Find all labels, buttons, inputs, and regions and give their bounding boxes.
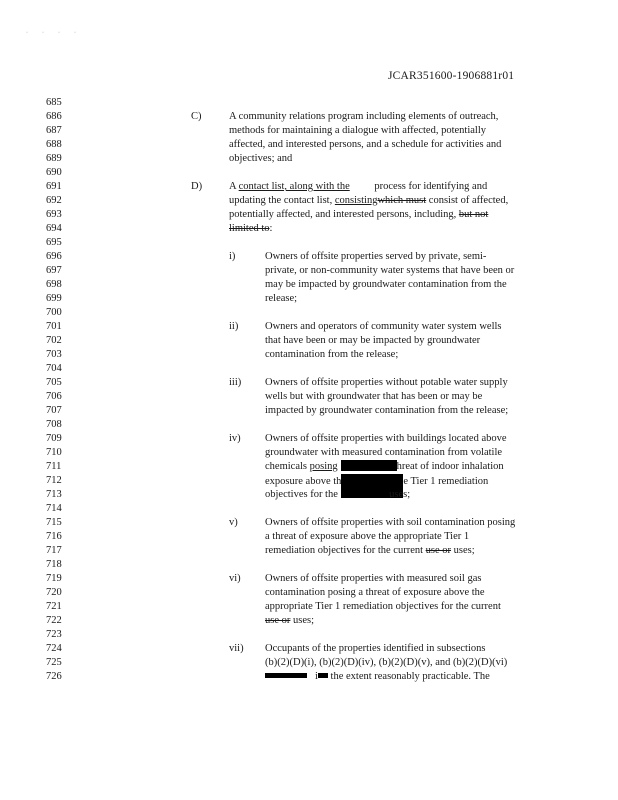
line-number: 691	[46, 181, 62, 192]
section-c-line: A community relations program including elements of outreach,	[229, 111, 499, 122]
line-number: 718	[46, 559, 62, 570]
text: the extent reasonably practicable. The	[327, 671, 490, 682]
line-number: 725	[46, 657, 62, 668]
text: uses;	[386, 489, 411, 500]
line-number: 714	[46, 503, 62, 514]
line-number: 702	[46, 335, 62, 346]
section-c-line: affected, and interested persons, and a schedule for activities and	[229, 139, 502, 150]
item-ii-line: contamination from the release;	[265, 349, 399, 360]
section-d-line-3	[229, 208, 488, 221]
item-iv-line: Owners of offsite properties with buildings located above	[265, 433, 507, 444]
text: :	[269, 223, 273, 234]
item-iv-marker: iv)	[229, 433, 241, 444]
line-number: 696	[46, 251, 62, 262]
text: e Tier 1 remediation	[403, 476, 489, 487]
line-number: 697	[46, 265, 62, 276]
text: uses;	[451, 545, 475, 556]
text: A	[229, 181, 239, 192]
text: objectives for the	[265, 489, 341, 500]
redaction-block	[318, 673, 328, 678]
item-i-marker: i)	[229, 251, 236, 262]
line-number: 703	[46, 349, 62, 360]
line-number: 710	[46, 447, 62, 458]
line-number: 720	[46, 587, 62, 598]
line-number: 715	[46, 517, 62, 528]
line-number: 692	[46, 195, 62, 206]
redaction-block	[341, 460, 397, 471]
text: updating the contact list,	[229, 195, 335, 206]
inserted-text: consisting	[334, 195, 378, 206]
item-ii-marker: ii)	[229, 321, 239, 332]
item-v-line: a threat of exposure above the appropriate Tier 1	[265, 531, 470, 542]
item-i-line: private, or non-community water systems that have been or	[265, 265, 515, 276]
item-iv-line-5	[265, 488, 410, 501]
line-number: 713	[46, 489, 62, 500]
line-number: 719	[46, 573, 62, 584]
text: potentially affected, and interested persons, including,	[229, 209, 459, 220]
line-number: 687	[46, 125, 62, 136]
item-iv-line-3	[265, 460, 504, 473]
item-iii-line: impacted by groundwater contamination from the release;	[265, 405, 509, 416]
line-number: 712	[46, 475, 62, 486]
line-number: 686	[46, 111, 62, 122]
item-vii-line: (b)(2)(D)(i), (b)(2)(D)(iv), (b)(2)(D)(v), and (b)(2)(D)(vi)	[265, 657, 508, 668]
item-vi-line: appropriate Tier 1 remediation objectives for the current	[265, 601, 501, 612]
text: i	[315, 671, 318, 682]
item-v-line: Owners of offsite properties with soil contamination posing	[265, 517, 516, 528]
item-iii-line: wells but with groundwater that has been or may be	[265, 391, 483, 402]
line-number: 694	[46, 223, 62, 234]
redaction-block	[265, 673, 307, 678]
item-vi-line: contamination posing a threat of exposure above the	[265, 587, 485, 598]
line-number: 698	[46, 279, 62, 290]
item-i-line: release;	[265, 293, 298, 304]
line-number: 722	[46, 615, 62, 626]
line-number: 693	[46, 209, 62, 220]
line-number: 716	[46, 531, 62, 542]
line-number: 695	[46, 237, 62, 248]
item-ii-line: that have been or may be impacted by groundwater	[265, 335, 481, 346]
section-d-line-4	[229, 222, 272, 235]
item-i-line: Owners of offsite properties served by private, semi-	[265, 251, 487, 262]
inserted-text: posing	[309, 461, 338, 472]
item-vi-line-4	[265, 614, 314, 627]
text: chemicals	[265, 461, 310, 472]
section-c-line: objectives; and	[229, 153, 293, 164]
line-number: 688	[46, 139, 62, 150]
text: uses;	[290, 615, 314, 626]
item-vi-line: Owners of offsite properties with measured soil gas	[265, 573, 482, 584]
item-iii-marker: iii)	[229, 377, 242, 388]
section-d-line-2	[229, 194, 508, 207]
item-v-line-3	[265, 544, 475, 557]
line-number: 699	[46, 293, 62, 304]
line-number: 717	[46, 545, 62, 556]
line-number: 700	[46, 307, 62, 318]
line-number: 723	[46, 629, 62, 640]
text: consist of affected,	[426, 195, 509, 206]
item-i-line: may be impacted by groundwater contamination from the	[265, 279, 507, 290]
deleted-text: limited to	[229, 223, 270, 234]
line-number: 711	[46, 461, 62, 472]
item-v-marker: v)	[229, 517, 238, 528]
line-number: 726	[46, 671, 62, 682]
text: exposure above th	[265, 476, 342, 487]
deleted-text: but not	[458, 209, 489, 220]
item-iii-line: Owners of offsite properties without potable water supply	[265, 377, 508, 388]
deleted-text: use or	[265, 615, 291, 626]
line-number: 708	[46, 419, 62, 430]
item-vii-marker: vii)	[229, 643, 244, 654]
item-vi-marker: vi)	[229, 573, 241, 584]
section-d-marker: D)	[191, 181, 203, 192]
section-c-marker: C)	[191, 111, 202, 122]
item-vii-line: Occupants of the properties identified in subsections	[265, 643, 486, 654]
document-id-header: JCAR351600-1906881r01	[388, 70, 515, 82]
item-ii-line: Owners and operators of community water system wells	[265, 321, 502, 332]
section-c-line: methods for maintaining a dialogue with affected, potentially	[229, 125, 486, 136]
item-vii-line-3	[265, 670, 490, 683]
line-number: 690	[46, 167, 62, 178]
line-number: 706	[46, 391, 62, 402]
deleted-text: which must	[377, 195, 427, 206]
item-iv-line: groundwater with measured contamination from volatile	[265, 447, 503, 458]
text: hreat of indoor inhalation	[396, 461, 504, 472]
line-number: 721	[46, 601, 62, 612]
line-number: 689	[46, 153, 62, 164]
text: remediation objectives for the current	[265, 545, 426, 556]
line-number: 685	[46, 97, 62, 108]
line-number: 705	[46, 377, 62, 388]
line-number: 704	[46, 363, 62, 374]
scan-specks: ····	[26, 30, 90, 36]
text: process for identifying and	[371, 181, 488, 192]
inserted-text: contact list, along with the	[238, 181, 350, 192]
line-number: 724	[46, 643, 62, 654]
line-number: 701	[46, 321, 62, 332]
line-number: 709	[46, 433, 62, 444]
line-number: 707	[46, 405, 62, 416]
deleted-text: use or	[425, 545, 452, 556]
section-d-line-1	[229, 180, 487, 193]
